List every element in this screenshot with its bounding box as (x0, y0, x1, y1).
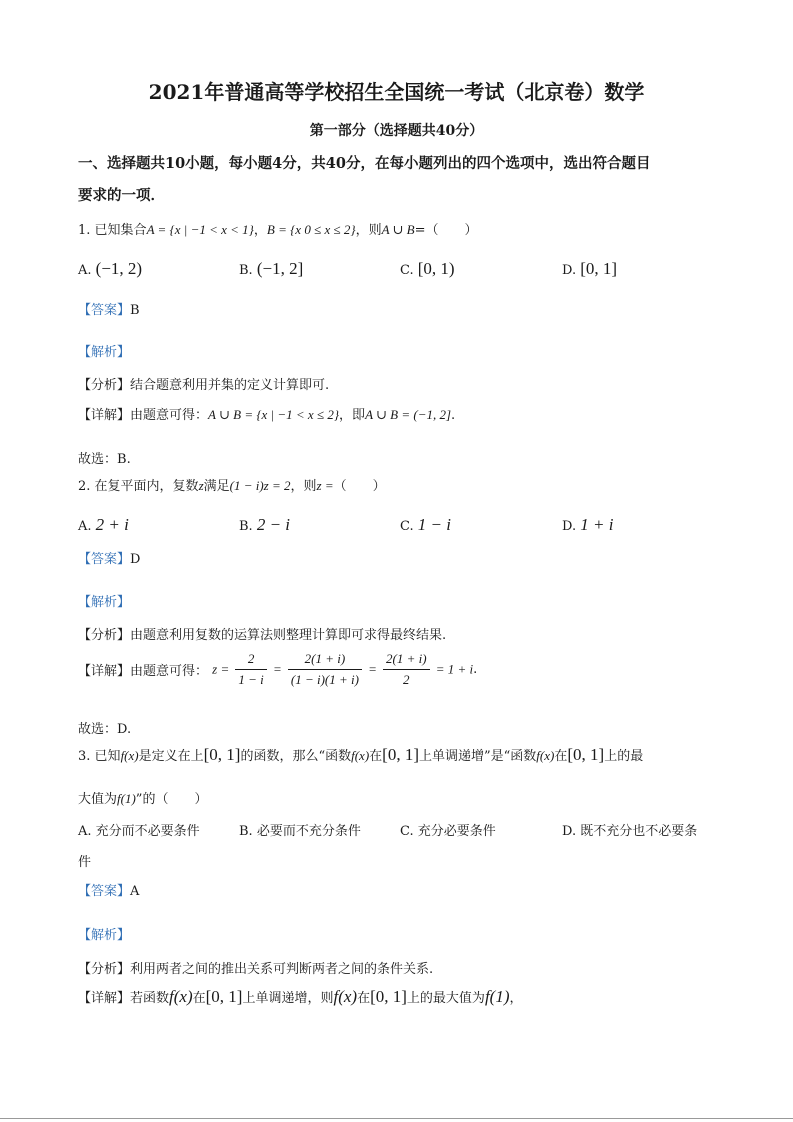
q1-answer (78, 299, 140, 318)
option-letter: D. (562, 519, 577, 534)
function-fx: f(x) (120, 748, 139, 763)
detail-text: 上单调递增，则 (242, 991, 334, 1006)
q2-conclusion (78, 718, 131, 737)
page-bottom-rule (0, 1118, 793, 1119)
option-letter: A. (78, 824, 92, 839)
question-3-stem-line2 (78, 788, 207, 807)
fenxi-label: 【分析】 (78, 962, 131, 977)
fraction-2 (288, 650, 362, 689)
interval: [0, 1] (205, 987, 243, 1006)
stem-text: 上单调递增”是“函数 (419, 749, 537, 764)
detail-text: 在 (192, 991, 206, 1006)
function-fx: f(x) (333, 987, 358, 1006)
q2-option-b[interactable] (239, 515, 290, 535)
option-letter: B. (239, 519, 253, 534)
stem-text: 在 (369, 749, 383, 764)
q2-answer (78, 548, 140, 567)
fenxi-text: 结合题意利用并集的定义计算即可. (130, 378, 330, 393)
stem-text: ，则 (290, 479, 317, 494)
interval: [0, 1] (567, 745, 605, 764)
option-value: 必要而不充分条件 (256, 824, 361, 839)
stem-end: （ ） (333, 479, 386, 494)
variable-z: z (198, 478, 204, 493)
option-value: 1 − i (417, 515, 451, 534)
option-value: 既不充分也不必要条 (580, 824, 698, 839)
question-3-stem-line1 (78, 745, 643, 765)
detail-text: ，即 (339, 408, 366, 423)
q1-option-b[interactable] (239, 259, 303, 279)
stem-text: 已知 (94, 749, 121, 764)
option-value: (−1, 2] (256, 259, 304, 278)
q3-option-c[interactable] (400, 820, 496, 839)
detail-math: A ∪ B = (−1, 2] (365, 407, 452, 422)
question-number: 2. (78, 479, 91, 494)
detail-text: 上的最大值为 (406, 991, 485, 1006)
q3-option-d-wrap: 件 (78, 855, 92, 870)
option-value: [0, 1) (417, 259, 455, 278)
fenxi-text: 利用两者之间的推出关系可判断两者之间的条件关系. (130, 962, 434, 977)
detail-text: 若函数 (130, 991, 170, 1006)
q3-answer (78, 880, 139, 899)
option-value: 充分必要条件 (417, 824, 496, 839)
interval: [0, 1] (382, 745, 419, 764)
q2-detail: 【详解】由题意可得： z = $\frac{2}{1 - i}$ = $\frac{2(1 + i)}{(1 - i)(1 + i)}$ = $\frac{2(1 + i)}{2}$ = 1 + i. (78, 651, 478, 687)
answer-label: 【答案】 (78, 552, 131, 567)
question-number: 1. (78, 223, 91, 238)
fraction-numerator: 2(1 + i) (288, 650, 362, 670)
detail-text: ， (509, 991, 523, 1006)
conclusion-prefix: 故选： (78, 452, 118, 467)
stem-text: 已知集合 (94, 223, 147, 238)
answer-label: 【答案】 (78, 884, 131, 899)
q3-fenxi (78, 958, 433, 977)
q1-conclusion (78, 448, 131, 467)
section-heading-line1: 一、选择题共10小题，每小题4分，共40分，在每小题列出的四个选项中，选出符合题目 (78, 155, 651, 172)
q2-option-c[interactable] (400, 515, 451, 535)
detail-label: 【详解】 (78, 991, 131, 1006)
q2-fenxi (78, 624, 446, 643)
stem-text: 上的最 (604, 749, 644, 764)
result-math: = 1 + i (435, 661, 474, 677)
stem-text: 在 (554, 749, 568, 764)
question-number: 3. (78, 749, 91, 764)
stem-text: 大值为 (78, 792, 118, 807)
stem-text: 是定义在上 (138, 749, 204, 764)
detail-text: 在 (357, 991, 371, 1006)
q1-fenxi (78, 374, 329, 393)
q3-option-a[interactable] (78, 820, 200, 839)
q3-detail (78, 987, 523, 1007)
stem-text: ，则 (355, 223, 382, 238)
option-value: 充分而不必要条件 (95, 824, 200, 839)
detail-text: 由题意可得： (130, 664, 209, 679)
union-expression: A ∪ B (381, 222, 415, 237)
part-subtitle: 第一部分（选择题共40分） (309, 123, 484, 139)
stem-text: 满足 (203, 479, 230, 494)
q1-option-d[interactable] (562, 259, 617, 279)
interval: [0, 1] (370, 987, 407, 1006)
conclusion-value: D. (117, 722, 132, 737)
answer-label: 【答案】 (78, 303, 131, 318)
option-letter: B. (239, 824, 253, 839)
option-letter: B. (239, 263, 253, 278)
option-value: 2 − i (256, 515, 291, 534)
stem-text: 的函数，那么“函数 (240, 749, 352, 764)
detail-text: 由题意可得： (130, 408, 209, 423)
q2-option-d[interactable] (562, 515, 613, 535)
q3-option-d[interactable] (562, 820, 697, 839)
conclusion-value: B. (117, 452, 131, 467)
detail-math: A ∪ B = {x | −1 < x ≤ 2} (208, 407, 340, 422)
set-a-definition: A = {x | −1 < x < 1} (146, 222, 254, 237)
fenxi-label: 【分析】 (78, 628, 131, 643)
option-letter: C. (400, 263, 414, 278)
q3-option-b[interactable] (239, 820, 361, 839)
function-f1: f(1) (117, 791, 136, 806)
condition-math: (1 − i)z = 2 (229, 478, 291, 493)
q2-analysis-label: 【解析】 (78, 595, 131, 610)
stem-text: 在复平面内，复数 (94, 479, 199, 494)
fraction-3 (383, 650, 430, 689)
fraction-numerator: 2(1 + i) (383, 650, 430, 670)
function-f1: f(1) (484, 987, 510, 1006)
answer-value: A (130, 884, 140, 899)
interval: [0, 1] (203, 745, 241, 764)
fraction-denominator: 2 (403, 672, 410, 687)
option-value: [0, 1] (580, 259, 618, 278)
set-b-definition: B = {x 0 ≤ x ≤ 2} (266, 222, 356, 237)
section-heading-line2: 要求的一项． (78, 187, 165, 204)
q1-analysis-label: 【解析】 (78, 345, 131, 360)
detail-text: . (451, 408, 456, 423)
option-letter: A. (78, 519, 92, 534)
answer-value: B (130, 303, 140, 318)
option-letter: C. (400, 824, 414, 839)
stem-text: ”的（ ） (135, 792, 208, 807)
detail-label: 【详解】 (78, 408, 131, 423)
question-2-stem (78, 475, 386, 494)
question-1-stem: 1. 已知集合A = {x | −1 < x < 1}，B = {x 0 ≤ x ≤ 2}，则A ∪ B=（ ） (78, 222, 478, 238)
option-value: (−1, 2) (95, 259, 143, 278)
option-letter: A. (78, 263, 92, 278)
conclusion-prefix: 故选： (78, 722, 118, 737)
q3-analysis-label: 【解析】 (78, 928, 131, 943)
fraction-denominator: (1 − i)(1 + i) (290, 672, 359, 687)
fraction-1 (235, 650, 266, 689)
fraction-numerator: 2 (235, 650, 266, 670)
function-fx: f(x) (536, 748, 555, 763)
option-letter: C. (400, 519, 414, 534)
fenxi-label: 【分析】 (78, 378, 131, 393)
detail-label: 【详解】 (78, 664, 131, 679)
q1-detail (78, 404, 455, 423)
fraction-denominator: 1 − i (238, 672, 264, 687)
fenxi-text: 由题意利用复数的运算法则整理计算即可求得最终结果. (130, 628, 447, 643)
stem-end: =（ ） (414, 223, 478, 238)
option-value: 1 + i (580, 515, 614, 534)
q1-option-c[interactable] (400, 259, 455, 279)
z-equals: z = (316, 478, 334, 493)
function-fx: f(x) (351, 748, 370, 763)
q2-option-a[interactable] (78, 515, 129, 535)
page-title: 2021年普通高等学校招生全国统一考试（北京卷）数学 (148, 80, 645, 104)
option-letter: D. (562, 824, 577, 839)
q1-option-a[interactable] (78, 259, 142, 279)
answer-value: D (130, 552, 141, 567)
function-fx: f(x) (169, 987, 193, 1006)
option-letter: D. (562, 263, 577, 278)
option-value: 2 + i (95, 515, 129, 534)
